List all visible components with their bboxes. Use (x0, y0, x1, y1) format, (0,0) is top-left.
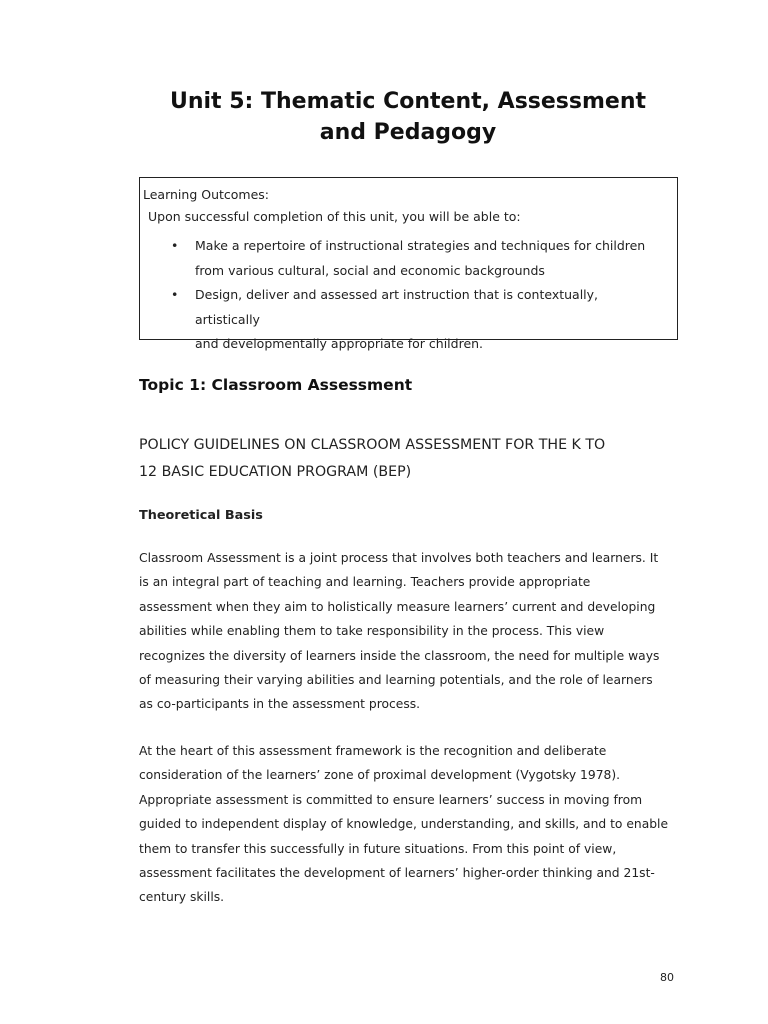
paragraph-line: them to transfer this successfully in future situations. From this point of view, (139, 841, 617, 856)
policy-heading-line-1: POLICY GUIDELINES ON CLASSROOM ASSESSMENT FOR THE K TO (139, 437, 606, 453)
paragraph-line: At the heart of this assessment framework is the recognition and deliberate (139, 744, 607, 758)
learning-outcomes-box (139, 177, 678, 351)
bullet-icon: • (171, 238, 179, 253)
outcome-text-line: Make a repertoire of instructional strategies and techniques for children (195, 238, 646, 253)
paragraph (139, 546, 679, 717)
paragraph-line: is an integral part of teaching and learning. Teachers provide appropriate (139, 575, 591, 590)
page-number: 80 (660, 971, 674, 984)
outcome-text-line: and developmentally appropriate for children. (195, 336, 484, 351)
learning-outcomes-label: Learning Outcomes: (143, 187, 270, 202)
paragraph-line: as co-participants in the assessment process. (139, 697, 421, 712)
bullet-icon: • (171, 287, 179, 302)
policy-heading-line-2: 12 BASIC EDUCATION PROGRAM (BEP) (139, 464, 412, 480)
paragraph-line: assessment facilitates the development of learners’ higher-order thinking and 21st- (139, 866, 655, 881)
paragraph (139, 739, 679, 910)
learning-outcomes-list (140, 234, 665, 357)
paragraph-line: abilities while enabling them to take responsibility in the process. This view (139, 624, 605, 639)
paragraph-line: recognizes the diversity of learners inside the classroom, the need for multiple ways (139, 648, 660, 663)
paragraph-line: guided to independent display of knowledge, understanding, and skills, and to enable (139, 817, 669, 832)
paragraph-line: century skills. (139, 890, 225, 905)
paragraph-line: of measuring their varying abilities and learning potentials, and the role of learners (139, 673, 653, 688)
paragraph-line: Appropriate assessment is committed to ensure learners’ success in moving from (139, 792, 643, 807)
policy-heading (139, 432, 679, 486)
learning-outcomes-intro: Upon successful completion of this unit, you will be able to: (148, 209, 521, 224)
outcome-text-line: from various cultural, social and economic backgrounds (195, 262, 545, 278)
paragraph-line: consideration of the learners’ zone of proximal development (Vygotsky 1978). (139, 768, 621, 783)
topic-heading: Topic 1: Classroom Assessment (139, 376, 413, 394)
outcome-item (140, 283, 665, 357)
paragraph-line: assessment when they aim to holistically measure learners’ current and developing (139, 599, 656, 614)
unit-title (100, 86, 716, 148)
unit-title-line-2: and Pedagogy (319, 120, 497, 145)
section-subheading: Theoretical Basis (139, 508, 263, 523)
unit-title-line-1: Unit 5: Thematic Content, Assessment (169, 89, 647, 114)
outcome-text-line: Design, deliver and assessed art instruction that is contextually, artistically (195, 287, 599, 327)
paragraph-line: Classroom Assessment is a joint process that involves both teachers and learners. It (139, 551, 659, 565)
outcome-item (140, 234, 665, 283)
